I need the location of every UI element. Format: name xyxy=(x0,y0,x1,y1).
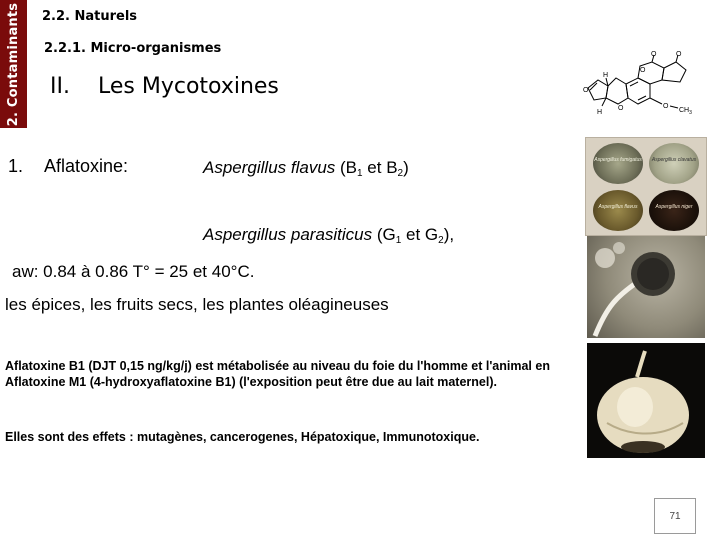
chem-ch3-sub: 3 xyxy=(689,110,692,116)
colony-label: Aspergillus clavatus xyxy=(651,157,697,163)
colony-label: Aspergillus niger xyxy=(655,204,693,210)
growth-conditions: aw: 0.84 à 0.86 T° = 25 et 40°C. xyxy=(12,262,255,281)
title-number: II. xyxy=(50,74,70,99)
aflatoxine-label: Aflatoxine: xyxy=(44,156,129,176)
colony-label: Aspergillus flavus xyxy=(598,204,638,210)
colony-plate xyxy=(593,190,643,231)
title-text: Les Mycotoxines xyxy=(98,74,279,99)
chem-o5: O xyxy=(618,105,624,112)
flavus-open: (B xyxy=(335,158,358,177)
chem-o4: O xyxy=(583,87,589,94)
colony-plate xyxy=(593,143,643,184)
colony-plate xyxy=(649,190,699,231)
chem-o6: O xyxy=(663,103,669,110)
aspergillus-colonies-image xyxy=(585,137,707,236)
parasiticus-open: (G xyxy=(372,225,396,244)
effects-text: Elles sont des effets : mutagènes, cancerogenes, Hépatoxique, Immunotoxique. xyxy=(5,430,480,444)
page-number-text: 71 xyxy=(669,510,681,522)
svg-text:CH3 xyxy=(679,107,692,116)
aflatoxine-number: 1. xyxy=(8,156,24,176)
chem-h1: H xyxy=(603,72,609,79)
page-number xyxy=(654,498,696,534)
conidiophore-illustration xyxy=(587,236,705,338)
aflatoxin-structure-image xyxy=(580,50,705,125)
side-tab-label: 2. Contaminants xyxy=(6,2,21,126)
parasiticus-line xyxy=(203,225,454,245)
flavus-line xyxy=(203,158,409,178)
aflatoxine-heading xyxy=(8,156,128,177)
chem-o1: O xyxy=(651,51,657,58)
flavus-close: ) xyxy=(403,158,409,177)
chem-o3: O xyxy=(640,67,646,74)
chem-ch3: CH xyxy=(679,107,690,114)
parasiticus-sub2: 2 xyxy=(438,235,444,246)
food-sources: les épices, les fruits secs, les plantes oléagineuses xyxy=(5,295,389,314)
parasiticus-close: ), xyxy=(443,225,455,244)
chem-o2: O xyxy=(676,51,682,58)
flavus-sub2: 2 xyxy=(397,168,404,179)
flavus-mid: et B xyxy=(362,158,398,177)
parasiticus-mid: et G xyxy=(401,225,439,244)
section-heading: 2.2. Naturels xyxy=(42,9,138,24)
colony-plate xyxy=(649,143,699,184)
parasiticus-sub1: 1 xyxy=(395,235,402,246)
onion-illustration xyxy=(587,343,705,458)
aspergillus-microscope-image xyxy=(587,236,705,338)
parasiticus-species: Aspergillus parasiticus xyxy=(203,225,373,244)
flavus-species: Aspergillus flavus xyxy=(203,158,336,177)
section-side-tab xyxy=(0,0,27,128)
chem-h2: H xyxy=(597,109,603,116)
colony-label: Aspergillus fumigatus xyxy=(594,157,642,163)
slide-title xyxy=(50,74,279,99)
metabolism-text: Aflatoxine B1 (DJT 0,15 ng/kg/j) est métabolisée au niveau du foie du l'homme et l'animal en Aflatoxine M1 (4-hydroxyaflatoxine B1) (l'exposition peut être due au lait maternel). xyxy=(5,359,550,389)
subsection-heading: 2.2.1. Micro-organismes xyxy=(44,41,222,56)
moldy-onion-image xyxy=(587,343,705,458)
flavus-sub1: 1 xyxy=(357,168,363,179)
